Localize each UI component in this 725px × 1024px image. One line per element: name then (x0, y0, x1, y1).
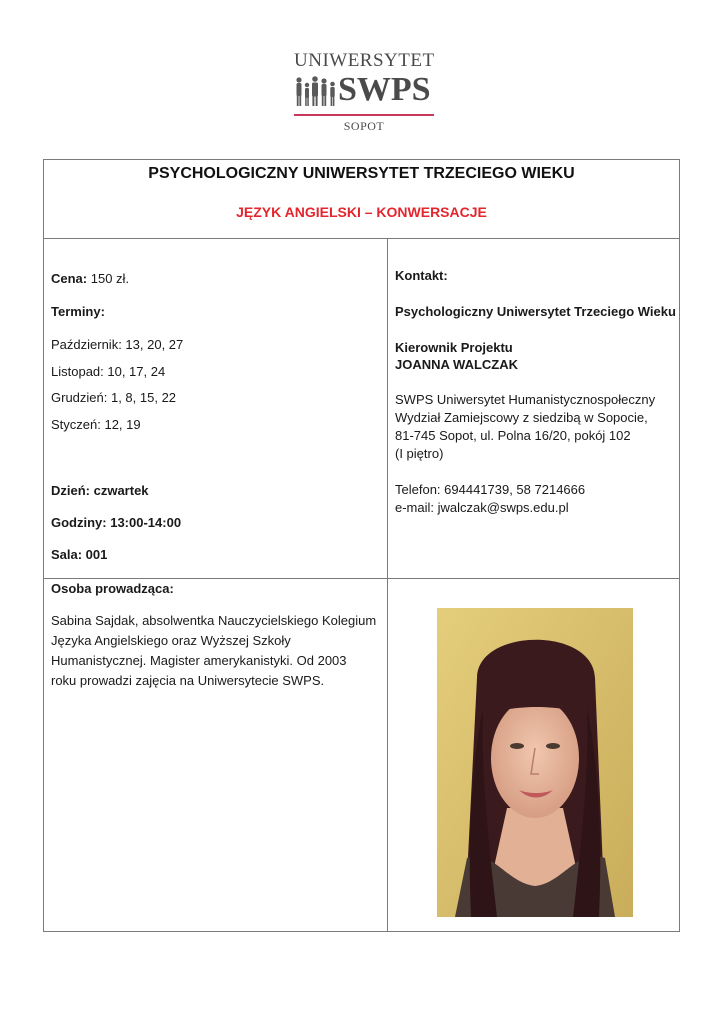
manager-name: JOANNA WALCZAK (395, 357, 519, 372)
page-title: PSYCHOLOGICZNY UNIWERSYTET TRZECIEGO WIEKU (148, 165, 575, 182)
date-item: Listopad: 10, 17, 24 (51, 364, 166, 379)
dates-label: Terminy: (51, 304, 105, 319)
address-line: (I piętro) (395, 446, 444, 461)
logo-brand-text: SWPS (338, 71, 431, 108)
contact-organization: Psychologiczny Uniwersytet Trzeciego Wieku (395, 304, 676, 319)
hours-info: Godziny: 13:00-14:00 (51, 515, 182, 530)
row-divider (44, 578, 679, 579)
teacher-bio-line: roku prowadzi zajęcia na Uniwersytecie SWPS. (51, 673, 325, 688)
price-value: 150 zł. (90, 271, 130, 286)
manager-role: Kierownik Projektu (395, 340, 513, 355)
price-line (51, 270, 129, 287)
title-row (44, 160, 679, 239)
price-label: Cena: (51, 271, 88, 286)
logo-city-text: SOPOT (343, 119, 385, 133)
address-line: Wydział Zamiejscowy z siedzibą w Sopocie, (395, 410, 648, 425)
teacher-label: Osoba prowadząca: (51, 581, 174, 596)
column-divider (387, 238, 388, 931)
date-item: Październik: 13, 20, 27 (51, 337, 184, 352)
address-line: 81-745 Sopot, ul. Polna 16/20, pokój 102 (395, 428, 631, 443)
teacher-bio-line: Sabina Sajdak, absolwentka Nauczycielskiego Kolegium (51, 613, 377, 628)
people-silhouettes-icon (294, 74, 338, 108)
university-logo (280, 48, 450, 138)
phone-info: Telefon: 694441739, 58 7214666 (395, 482, 586, 497)
day-info: Dzień: czwartek (51, 483, 149, 498)
course-subtitle: JĘZYK ANGIELSKI – KONWERSACJE (236, 204, 487, 220)
contact-label: Kontakt: (395, 268, 448, 283)
date-item: Styczeń: 12, 19 (51, 417, 141, 432)
teacher-bio-line: Języka Angielskiego oraz Wyższej Szkoły (51, 633, 291, 648)
teacher-photo (437, 608, 633, 917)
email-info: e-mail: jwalczak@swps.edu.pl (395, 500, 569, 515)
logo-university-text: UNIWERSYTET (294, 50, 435, 71)
logo-accent-line (294, 114, 434, 116)
address-line: SWPS Uniwersytet Humanistycznospołeczny (395, 392, 656, 407)
teacher-bio-line: Humanistycznej. Magister amerykanistyki. Od 2003 (51, 653, 347, 668)
date-item: Grudzień: 1, 8, 15, 22 (51, 390, 177, 405)
room-info: Sala: 001 (51, 547, 108, 562)
info-table (43, 159, 680, 932)
